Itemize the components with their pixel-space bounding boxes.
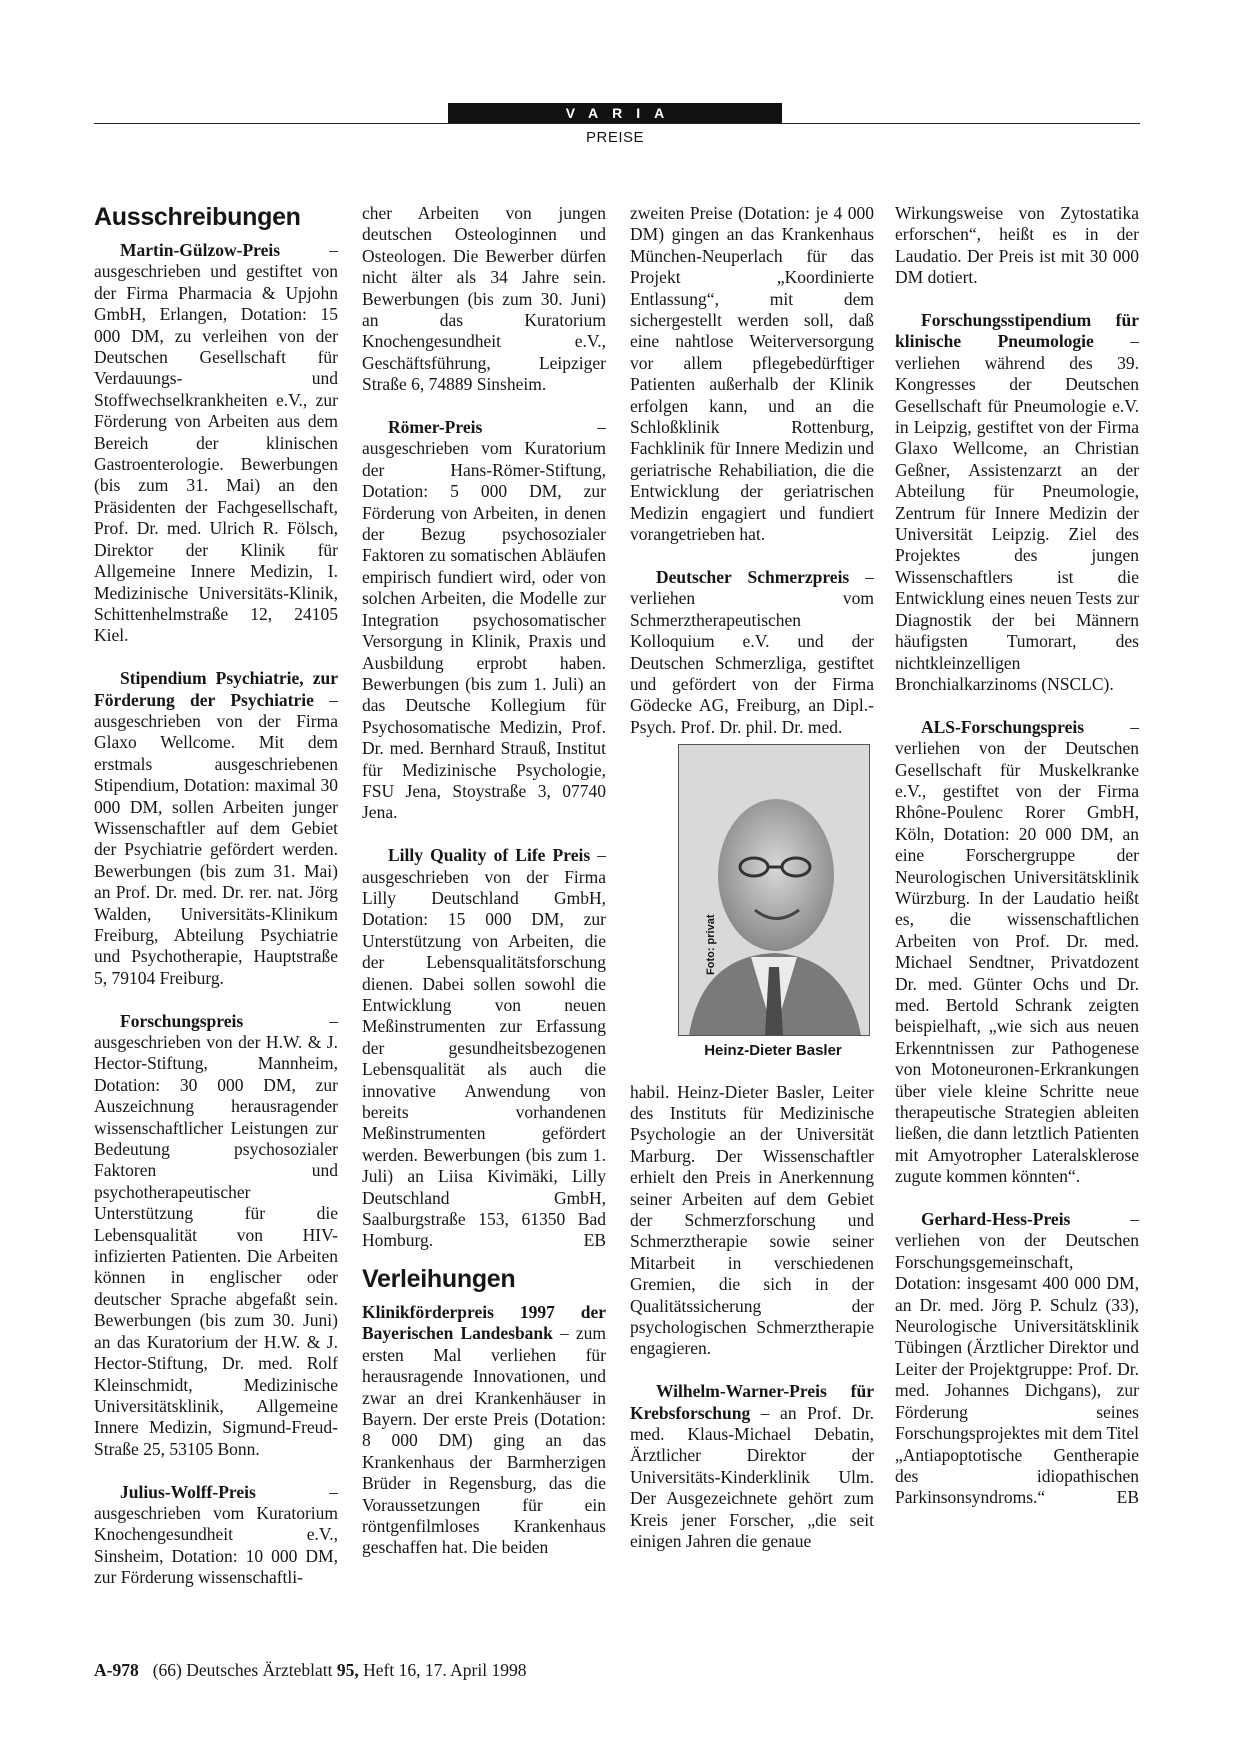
- entry-basler: habil. Heinz-Dieter Basler, Leiter des Instituts für Medizinische Psychologie an der Universität Marburg. Der Wissenschaftler erhielt den Preis in Anerkennung seiner Arbeiten auf dem Gebiet der Schmerzforschung und Schmerztherapie sowie seiner Mitarbeit in verschiedenen Gremien, die sich in der Qualitätssicherung der psychologischen Schmerztherapie engagieren.: [630, 1081, 874, 1359]
- entry-text: – verliehen von der Deutschen Forschungsgemeinschaft, Dotation: insgesamt 400 000 DM, an Dr. med. Jörg P. Schulz (33), Neurologische Universitätsklinik Tübingen (Ärztlicher Direktor und Leiter der Projektgruppe: Prof. Dr. med. Johannes Dichgans), zur Förderung seines Forschungsprojektes mit dem Titel „Antiapoptotische Gentherapie des idiopathischen Parkinsonsyndroms.“: [895, 1209, 1139, 1508]
- entry-title: ALS-Forschungspreis: [921, 716, 1085, 737]
- entry-wilhelm-warner: [630, 1381, 874, 1552]
- entry-continuation: Wirkungsweise von Zytostatika erforschen“, heißt es in der Laudatio. Der Preis ist mit 30 000 DM dotiert.: [895, 203, 1139, 288]
- heading-ausschreibungen: Ausschreibungen: [94, 203, 301, 231]
- entry-text: – ausgeschrieben und gestiftet von der Firma Pharmacia & Upjohn GmbH, Erlangen, Dotation: 15 000 DM, zu verleihen von der Deutschen Gesellschaft für Verdauungs- und Stoffwechselkrankheiten e.V., zur Förderung von Arbeiten aus dem Bereich der klinischen Gastroenterologie. Bewerbungen (bis zum 31. Mai) an den Präsidenten der Fachgesellschaft, Prof. Dr. med. Ulrich R. Fölsch, Direktor der Klinik für Allgemeine Innere Medizin, I. Medizinische Universitäts-Klinik, Schittenhelmstraße 12, 24105 Kiel.: [94, 240, 338, 646]
- photo-credit: Foto: privat: [705, 914, 717, 976]
- entry-text: – ausgeschrieben von der Firma Glaxo Wellcome. Mit dem erstmals ausgeschriebenen Stipendium, Dotation: maximal 30 000 DM, sollen Arbeiten junger Wissenschaftler auf dem Gebiet der Psychiatrie gefördert werden. Bewerbungen (bis zum 31. Mai) an Prof. Dr. med. Dr. rer. nat. Jörg Walden, Universitäts-Klinikum Freiburg, Abteilung Psychiatrie und Psychotherapie, Hauptstraße 5, 79104 Freiburg.: [94, 689, 338, 988]
- entry-title: Römer-Preis: [388, 417, 483, 438]
- citation-suffix: Heft 16, 17. April 1998: [358, 1660, 527, 1680]
- entry-title: Wilhelm-Warner-Preis für Krebsforschung: [630, 1381, 874, 1423]
- header-rule: [94, 123, 1140, 124]
- section-title: VARIA: [565, 105, 679, 121]
- portrait-image: [679, 745, 869, 1035]
- entry-title: Martin-Gülzow-Preis: [120, 240, 281, 260]
- heading-verleihungen: Verleihungen: [362, 1264, 516, 1293]
- entry-forschungspreis: [94, 1011, 338, 1461]
- column-1: [94, 203, 338, 1610]
- entry-text: – ausgeschrieben vom Kuratorium Knochengesundheit e.V., Sinsheim, Dotation: 10 000 DM, zur Förderung wissenschaftli-: [94, 1481, 338, 1588]
- entry-lilly: [362, 845, 606, 1252]
- photo-caption: Heinz-Dieter Basler: [704, 1042, 842, 1060]
- author-sign: EB: [1116, 1487, 1139, 1508]
- column-3: [630, 203, 874, 1574]
- entry-text: – an Prof. Dr. med. Klaus-Michael Debatin, Ärztlicher Direktor der Universitäts-Kinderklinik Ulm. Der Ausgezeichnete gehört zum Kreis jener Forscher, „die seit einigen Jahren die genaue: [630, 1402, 874, 1552]
- page-footer: [94, 1660, 526, 1681]
- entry-title: Stipendium Psychiatrie, zur Förderung der Psychiatrie: [94, 668, 338, 710]
- entry-text: – verliehen von der Deutschen Gesellschaft für Muskelkranke e.V., gestiftet von der Firma Rhône-Poulenc Rorer GmbH, Köln, Dotation: 20 000 DM, an eine Forschergruppe der Neurologischen Universitätsklinik Würzburg. In der Laudatio heißt es, die wissenschaftlichen Arbeiten von Prof. Dr. med. Michael Sendtner, Privatdozent Dr. med. Günter Ochs und Dr. med. Bertold Schrank zeigten beispielhaft, „wie sich aus neuen Erkenntnissen zur Pathogenese von Motoneuronen-Erkrankungen über viele kleine Schritte neue therapeutische Strategien ableiten ließen, die dann letztlich Patienten mit Amyotropher Lateralsklerose zugute kommen könnten“.: [895, 716, 1139, 1187]
- section-banner: [448, 103, 782, 123]
- entry-julius-wolff: [94, 1482, 338, 1589]
- entry-pneumologie: [895, 310, 1139, 695]
- entry-title: Forschungsstipendium für klinische Pneumologie: [895, 310, 1139, 352]
- entry-text: – zum ersten Mal verliehen für herausragende Innovationen, und zwar an drei Krankenhäuser in Bayern. Der erste Preis (Dotation: 8 000 DM) ging an das Krankenhaus der Barmherzigen Brüder in Regensburg, das die Voraussetzungen für ein röntgenfilmloses Krankenhaus geschaffen hat. Die beiden: [362, 1323, 606, 1558]
- portrait-photo: [678, 744, 870, 1036]
- subsection-title: PREISE: [585, 129, 645, 146]
- entry-text: – ausgeschrieben vom Kuratorium der Hans-Römer-Stiftung, Dotation: 5 000 DM, zur Förderung von Arbeiten, in denen der Bezug psychosozialer Faktoren zu somatischen Abläufen empirisch fundiert wird, oder von solchen Arbeiten, die Modelle zur Integration psychosomatischer Versorgung in Klinik, Praxis und Ausbildung erprobt haben. Bewerbungen (bis zum 1. Juli) an das Deutsche Kollegium für Psychosomatische Medizin, Prof. Dr. med. Bernhard Strauß, Institut für Medizinische Psychologie, FSU Jena, Stoystraße 3, 07740 Jena.: [362, 417, 606, 823]
- entry-text: – verliehen während des 39. Kongresses der Deutschen Gesellschaft für Pneumologie e.V. in Leipzig, gestiftet von der Firma Glaxo Wellcome, an Christian Geßner, Assistenzarzt an der Abteilung für Pneumologie, Zentrum für Innere Medizin der Universität Leipzig. Ziel des Projektes des jungen Wissenschaftlers ist die Entwicklung eines neuen Tests zur Diagnostik der bei Männern häufigsten Tumorart, des nichtkleinzelligen Bronchialkarzinoms (NSCLC).: [895, 331, 1139, 694]
- entry-guelzow: [94, 240, 338, 647]
- citation-volume: 95,: [336, 1660, 359, 1680]
- entry-text: – ausgeschrieben von der H.W. & J. Hector-Stiftung, Mannheim, Dotation: 30 000 DM, zur Auszeichnung herausragender wissenschaftlicher Leistungen zur Bedeutung psychosozialer Faktoren und psychotherapeutischer Unterstützung für die Lebensqualität von HIV-infizierten Patienten. Die Arbeiten können in englischer oder deutscher Sprache abgefaßt sein. Bewerbungen (bis zum 30. Juni) an das Kuratorium der H.W. & J. Hector-Stiftung, Dr. med. Rolf Kleinschmidt, Medizinische Universitätsklinik, Allgemeine Innere Medizin, Sigmund-Freud-Straße 25, 53105 Bonn.: [94, 1010, 338, 1459]
- entry-title: Lilly Quality of Life Preis: [388, 845, 591, 866]
- entry-continuation: zweiten Preise (Dotation: je 4 000 DM) gingen an das Krankenhaus München-Neuperlach für das Projekt „Koordinierte Entlassung“, mit dem sichergestellt werden soll, daß eine nahtlose Weiterversorgung vor allem pflegebedürftiger Patienten außerhalb der Klinik erfolgen kann, und an die Schloßklinik Rottenburg, Fachklinik für Innere Medizin und geriatrische Rehabiliation, die die Entwicklung der geriatrischen Medizin engagiert und fundiert vorangetrieben hat.: [630, 203, 874, 545]
- entry-title: Deutscher Schmerzpreis: [656, 566, 850, 587]
- entry-title: Forschungspreis: [120, 1010, 244, 1031]
- column-4: [895, 203, 1139, 1530]
- entry-text: – verliehen vom Schmerztherapeutischen Kolloquium e.V. und der Deutschen Schmerzliga, gestiftet und gefördert von der Firma Gödecke AG, Freiburg, an Dipl.-Psych. Prof. Dr. phil. Dr. med.: [630, 566, 875, 737]
- entry-title: Klinikförderpreis 1997 der Bayerischen Landesbank: [362, 1301, 606, 1344]
- entry-gerhard-hess: [895, 1209, 1139, 1509]
- entry-title: Julius-Wolff-Preis: [120, 1481, 256, 1502]
- entry-title: Gerhard-Hess-Preis: [921, 1209, 1071, 1230]
- entry-als: [895, 717, 1139, 1188]
- entry-stipendium-psychiatrie: [94, 668, 338, 989]
- entry-klinikfoerderpreis: [362, 1302, 606, 1559]
- page-number: A-978: [94, 1660, 139, 1680]
- entry-roemer: [362, 417, 606, 824]
- column-2: [362, 203, 606, 1580]
- entry-text: – ausgeschrieben von der Firma Lilly Deutschland GmbH, Dotation: 15 000 DM, zur Unterstützung von Arbeiten, die der Lebensqualitätsforschung dienen. Dabei sollen sowohl die Entwicklung von neuen Meßinstrumenten zur Erfassung der gesundheitsbezogenen Lebensqualität als auch die innovative Anwendung von bereits vorhandenen Meßinstrumenten gefördert werden. Bewerbungen (bis zum 1. Juli) an Liisa Kivimäki, Lilly Deutschland GmbH, Saalburgstraße 153, 61350 Bad Homburg.: [362, 845, 606, 1251]
- entry-schmerzpreis: [630, 567, 874, 738]
- author-sign: EB: [583, 1230, 606, 1251]
- citation-prefix: (66) Deutsches Ärzteblatt: [152, 1660, 337, 1680]
- entry-continuation: cher Arbeiten von jungen deutschen Osteologinnen und Osteologen. Die Bewerber dürfen nicht älter als 34 Jahre sein. Bewerbungen (bis zum 30. Juni) an das Kuratorium Knochengesundheit e.V., Geschäftsführung, Leipziger Straße 6, 74889 Sinsheim.: [362, 203, 606, 395]
- portrait-figure: [630, 744, 874, 1061]
